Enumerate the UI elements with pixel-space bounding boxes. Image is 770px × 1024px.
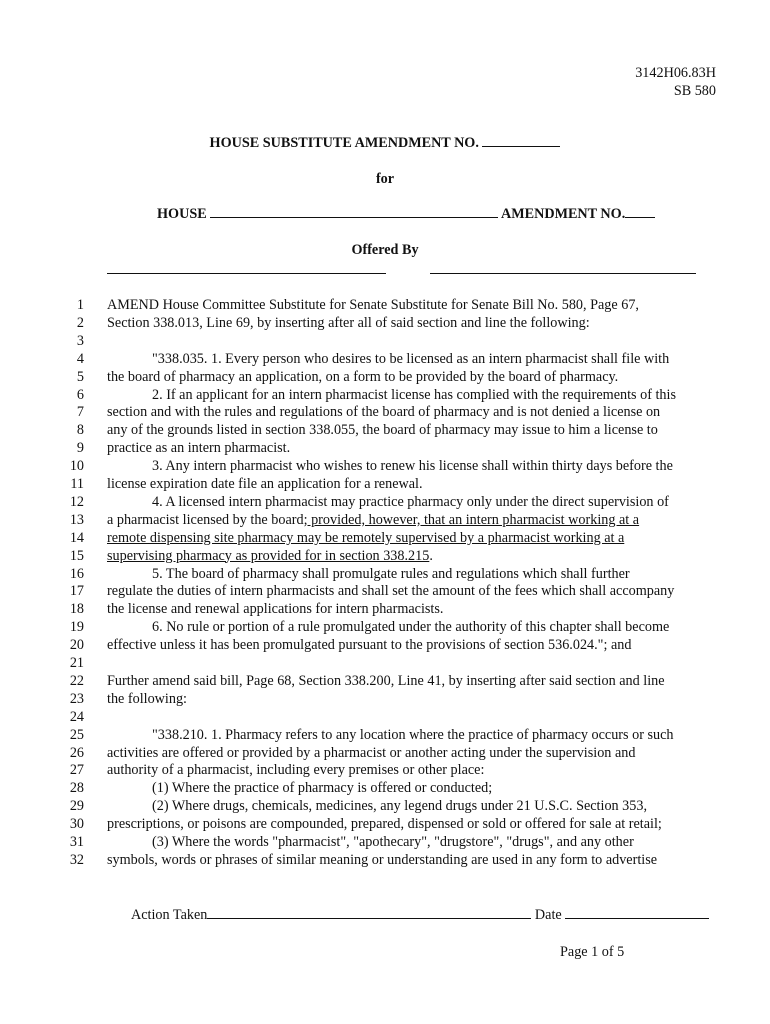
date-blank bbox=[565, 917, 709, 919]
line-number: 22 bbox=[69, 672, 84, 689]
body-line-text: license expiration date file an application for a renewal. bbox=[107, 476, 423, 492]
body-line bbox=[107, 565, 762, 583]
body-line-text: the board of pharmacy an application, on a form to be provided by the board of pharmacy. bbox=[107, 368, 619, 385]
amendment-title bbox=[0, 135, 770, 152]
body-line-text: Section 338.013, Line 69, by inserting after all of said section and line the following: bbox=[107, 314, 590, 331]
body-line bbox=[107, 511, 717, 529]
body-line bbox=[107, 618, 762, 636]
body-line bbox=[107, 350, 762, 368]
line-number: 12 bbox=[69, 493, 84, 510]
body-line bbox=[107, 690, 717, 708]
line-number: 8 bbox=[76, 422, 84, 439]
body-line-text: practice as an intern pharmacist. bbox=[107, 440, 291, 457]
underlined-insertion: supervising pharmacy as provided for in section 338.215 bbox=[107, 547, 430, 564]
body-line-text: the following: bbox=[107, 690, 187, 707]
body-line-text: activities are offered or provided by a pharmacist or another acting under the supervision and bbox=[107, 744, 636, 761]
line-number: 28 bbox=[69, 780, 84, 797]
body-line bbox=[107, 851, 717, 869]
body-line-text: a pharmacist licensed by the board bbox=[107, 511, 304, 528]
date-label: Date bbox=[534, 907, 562, 923]
line-number: 19 bbox=[69, 619, 84, 636]
body-line-text: the license and renewal applications for intern pharmacists. bbox=[107, 601, 444, 618]
body-line-suffix: . bbox=[429, 547, 433, 564]
body-line bbox=[107, 582, 717, 600]
bill-number: SB 580 bbox=[673, 83, 716, 99]
action-taken-label: Action Taken bbox=[131, 907, 208, 923]
body-line-text: "338.210. 1. Pharmacy refers to any location where the practice of pharmacy occurs or such bbox=[152, 726, 674, 743]
body-line bbox=[107, 833, 762, 851]
line-number: 6 bbox=[76, 386, 84, 403]
body-line-text: 2. If an applicant for an intern pharmacist license has complied with the requirements of this bbox=[152, 386, 676, 403]
line-number: 29 bbox=[69, 798, 84, 815]
line-number: 4 bbox=[76, 350, 84, 367]
amendment-no-label: AMENDMENT NO. bbox=[500, 206, 626, 222]
line-number: 1 bbox=[76, 297, 84, 313]
body-line-text: AMEND House Committee Substitute for Senate Substitute for Senate Bill No. 580, Page 67, bbox=[107, 297, 639, 313]
amendment-number-blank bbox=[482, 145, 560, 147]
underlined-insertion: ; provided, however, that an intern pharmacist working at a bbox=[303, 511, 640, 528]
line-number: 26 bbox=[69, 744, 84, 761]
body-line bbox=[107, 708, 717, 726]
line-number: 30 bbox=[69, 816, 84, 833]
offered-by-label: Offered By bbox=[351, 242, 419, 258]
body-line-text: (2) Where drugs, chemicals, medicines, any legend drugs under 21 U.S.C. Section 353, bbox=[152, 798, 648, 815]
for-label: for bbox=[375, 171, 395, 187]
line-number: 2 bbox=[76, 314, 84, 331]
line-number: 32 bbox=[69, 851, 84, 868]
line-number: 10 bbox=[69, 458, 84, 475]
line-number: 27 bbox=[69, 762, 84, 779]
body-line bbox=[107, 439, 717, 457]
line-number: 14 bbox=[69, 529, 84, 546]
body-line-text: effective unless it has been promulgated pursuant to the provisions of section 536.024."; and bbox=[107, 637, 632, 654]
line-number: 18 bbox=[69, 601, 84, 618]
action-taken-blank bbox=[207, 917, 531, 919]
amendment-title-text: HOUSE SUBSTITUTE AMENDMENT NO. bbox=[209, 135, 479, 151]
line-number: 21 bbox=[69, 655, 84, 671]
body-line-text: any of the grounds listed in section 338.055, the board of pharmacy may issue to him a license to bbox=[107, 422, 658, 439]
body-line bbox=[107, 547, 717, 565]
body-line bbox=[107, 815, 717, 833]
body-line-text: symbols, words or phrases of similar meaning or understanding are used in any form to advertise bbox=[107, 851, 658, 868]
body-line-text: authority of a pharmacist, including every premises or other place: bbox=[107, 762, 485, 779]
body-line bbox=[107, 403, 717, 421]
body-line bbox=[107, 636, 717, 654]
body-line-text: 4. A licensed intern pharmacist may practice pharmacy only under the direct supervision of bbox=[152, 493, 669, 510]
house-blank bbox=[210, 216, 498, 218]
body-line bbox=[107, 797, 762, 815]
house-amendment-line bbox=[157, 206, 655, 223]
line-number: 20 bbox=[69, 637, 84, 654]
body-line bbox=[107, 314, 717, 332]
body-line-text: 5. The board of pharmacy shall promulgate rules and regulations which shall further bbox=[152, 565, 630, 582]
body-line bbox=[107, 672, 717, 690]
body-line bbox=[107, 475, 717, 493]
body-line bbox=[107, 332, 717, 350]
line-number: 5 bbox=[76, 368, 84, 385]
amendment-no-blank bbox=[625, 216, 655, 218]
line-number: 24 bbox=[69, 708, 84, 725]
house-label: HOUSE bbox=[157, 206, 207, 222]
body-line bbox=[107, 421, 717, 439]
line-number: 15 bbox=[69, 547, 84, 564]
body-line-text: Further amend said bill, Page 68, Section 338.200, Line 41, by inserting after said section and line bbox=[107, 672, 665, 689]
body-line-text: 6. No rule or portion of a rule promulgated under the authority of this chapter shall become bbox=[152, 619, 670, 636]
body-line-text: (3) Where the words "pharmacist", "apothecary", "drugstore", "drugs", and any other bbox=[152, 834, 634, 850]
line-number: 9 bbox=[76, 440, 84, 457]
body-line bbox=[107, 779, 762, 797]
body-line-text: prescriptions, or poisons are compounded, prepared, dispensed or sold or offered for sale at retail; bbox=[107, 816, 662, 833]
body-line bbox=[107, 654, 717, 672]
body-line bbox=[107, 296, 717, 314]
body-line bbox=[107, 600, 717, 618]
line-number: 11 bbox=[70, 476, 84, 492]
body-line bbox=[107, 386, 762, 404]
body-line-text: section and with the rules and regulations of the board of pharmacy and is not denied a license on bbox=[107, 404, 661, 421]
body-line-text: "338.035. 1. Every person who desires to be licensed as an intern pharmacist shall file with bbox=[152, 350, 670, 367]
body-line bbox=[107, 744, 717, 762]
body-line bbox=[107, 529, 717, 547]
line-number: 17 bbox=[69, 583, 84, 600]
action-taken-line bbox=[131, 906, 709, 924]
page-number: Page 1 of 5 bbox=[560, 944, 625, 960]
body-line-text: regulate the duties of intern pharmacists and shall set the amount of the fees which shall accompany bbox=[107, 583, 675, 600]
line-number: 16 bbox=[69, 565, 84, 582]
sponsor-district-line bbox=[430, 272, 696, 274]
body-line bbox=[107, 726, 762, 744]
body-line-text: (1) Where the practice of pharmacy is offered or conducted; bbox=[152, 780, 493, 797]
line-number: 13 bbox=[69, 511, 84, 528]
line-number: 3 bbox=[76, 332, 84, 349]
body-line bbox=[107, 368, 717, 386]
body-line bbox=[107, 761, 717, 779]
underlined-insertion: remote dispensing site pharmacy may be remotely supervised by a pharmacist working at a bbox=[107, 529, 625, 546]
body-line bbox=[107, 457, 762, 475]
line-number: 7 bbox=[76, 404, 84, 421]
sponsor-signature-line bbox=[107, 272, 386, 274]
line-number: 23 bbox=[69, 690, 84, 707]
body-line-text: 3. Any intern pharmacist who wishes to renew his license shall within thirty days before the bbox=[152, 458, 673, 475]
line-number: 25 bbox=[69, 726, 84, 743]
body-line bbox=[107, 493, 762, 511]
line-number: 31 bbox=[69, 834, 84, 850]
document-code: 3142H06.83H bbox=[635, 65, 716, 81]
